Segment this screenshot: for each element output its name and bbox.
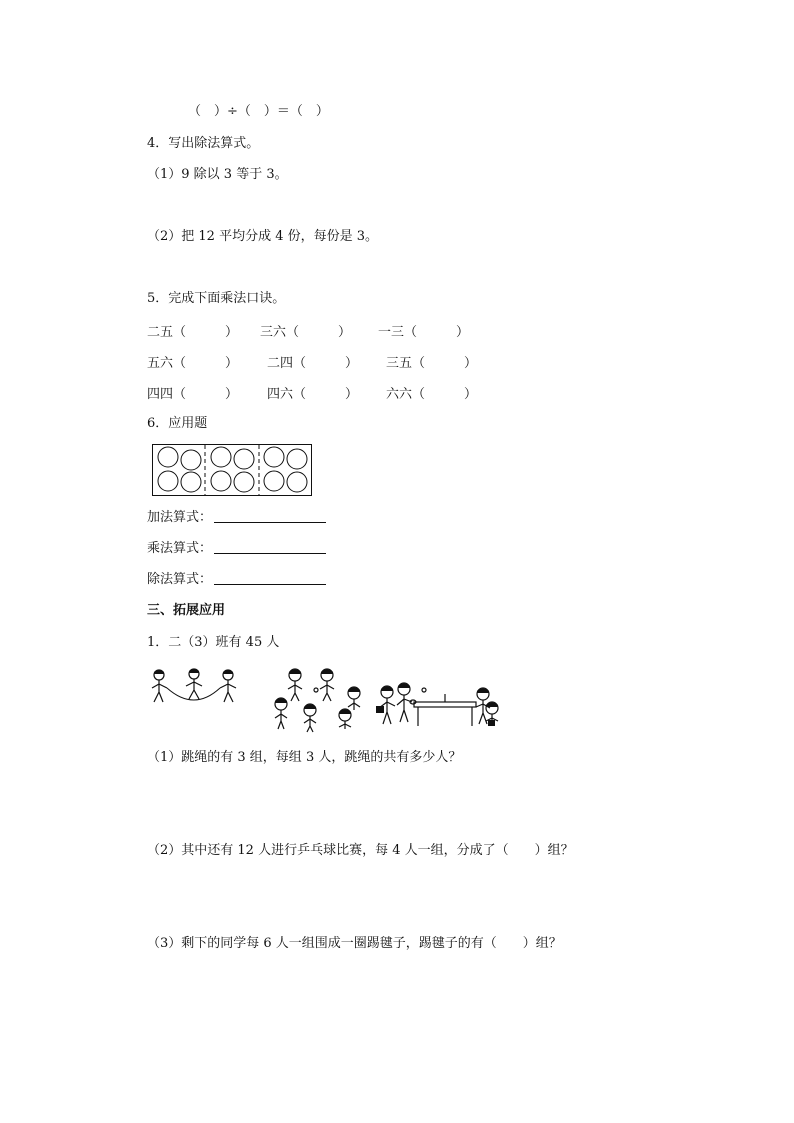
mult-rhyme-item: 二五（ ） [147,325,239,340]
multiplication-label: 乘法算式： [147,541,213,556]
mult-rhyme-item: 四六（ ） [267,387,359,402]
addition-formula-line [147,510,326,526]
division-answer-blank[interactable] [214,572,326,585]
addition-answer-blank[interactable] [214,510,326,523]
shuttlecock-group-illustration [270,666,366,732]
mult-rhyme-item: 一三（ ） [378,325,470,340]
section3-title: 三、拓展应用 [147,603,226,618]
q4-part1: （1）9 除以 3 等于 3。 [147,167,288,182]
mult-rhyme-item: 六六（ ） [386,387,478,402]
q4-part2: （2）把 12 平均分成 4 份，每份是 3。 [147,229,379,244]
mult-rhyme-item: 三六（ ） [260,325,352,340]
multiplication-answer-blank[interactable] [214,541,326,554]
mult-rhyme-item: 五六（ ） [147,356,239,371]
section3-q1: 1．二（3）班有 45 人 [147,635,280,650]
section3-part2: （2）其中还有 12 人进行乒乓球比赛，每 4 人一组，分成了（ ）组？ [147,843,574,858]
jump-rope-illustration [148,668,240,706]
q6-title: 6．应用题 [147,416,208,431]
circle-groups-diagram [152,444,312,496]
addition-label: 加法算式： [147,510,213,525]
mult-rhyme-item: 二四（ ） [267,356,359,371]
q5-title: 5．完成下面乘法口诀。 [147,291,286,306]
ping-pong-illustration [376,680,504,732]
mult-rhyme-item: 三五（ ） [386,356,478,371]
multiplication-formula-line [147,541,326,557]
mult-rhyme-item: 四四（ ） [147,387,239,402]
division-formula-line [147,572,326,588]
section3-part3: （3）剩下的同学每 6 人一组围成一圈踢毽子，踢毽子的有（ ）组？ [147,936,562,951]
q4-title: 4．写出除法算式。 [147,136,260,151]
section3-part1: （1）跳绳的有 3 组，每组 3 人，跳绳的共有多少人？ [147,750,462,765]
division-label: 除法算式： [147,572,213,587]
division-equation-line: （ ）÷（ ）＝（ ） [188,104,329,119]
